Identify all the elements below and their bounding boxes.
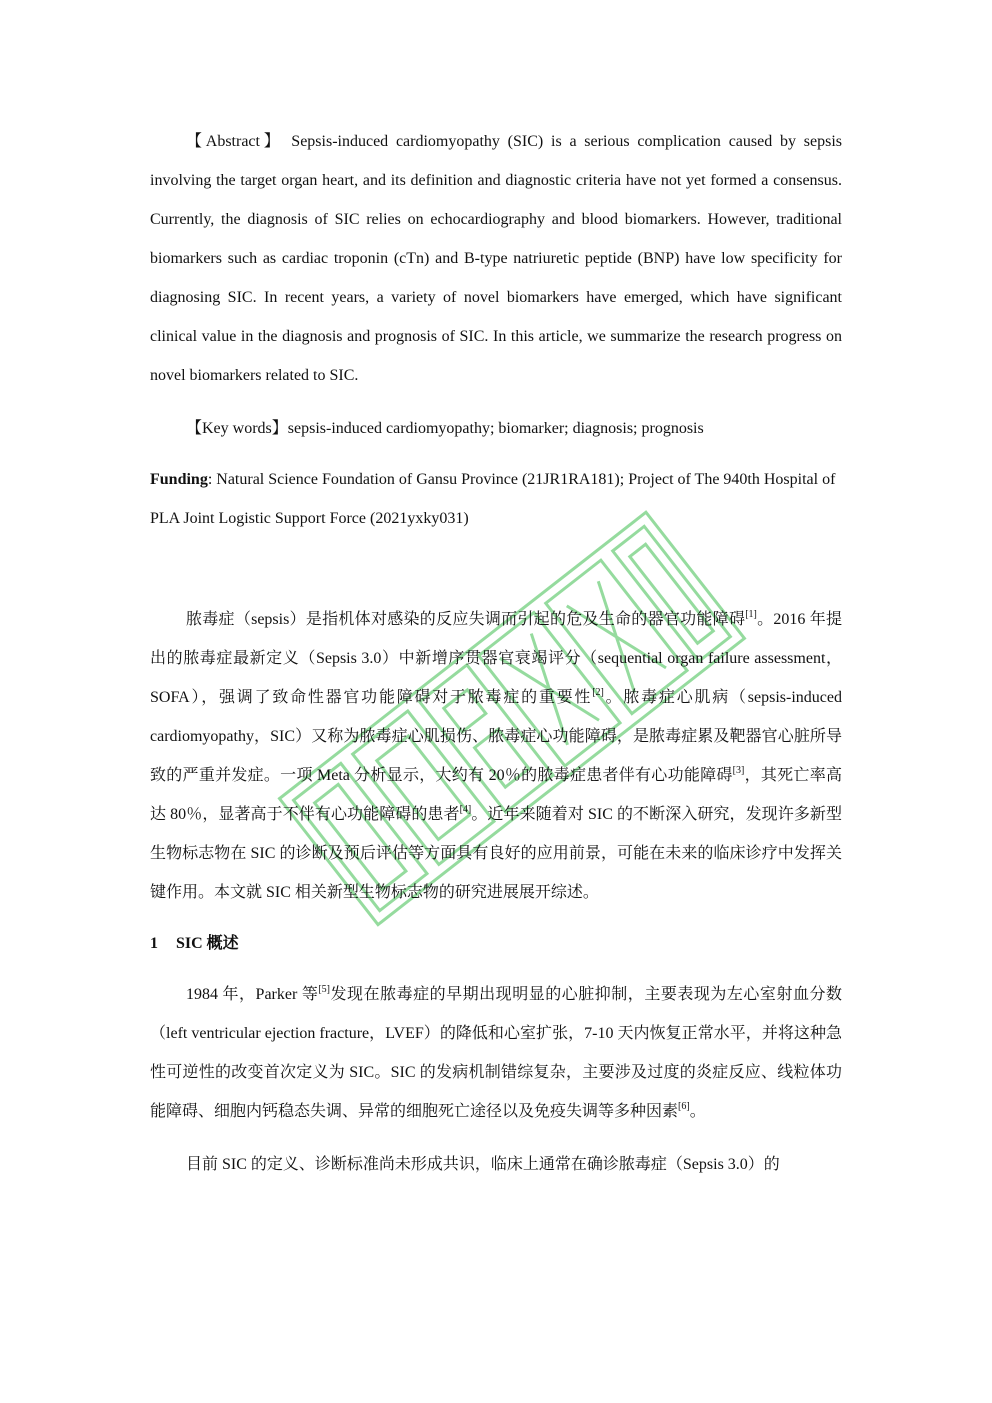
abstract-text: Sepsis-induced cardiomyopathy (SIC) is a serious complication caused by sepsis involving the target organ heart, and its definition and diagnostic criteria have not yet formed a consensus. Currently, the diagnosis of SIC relies on echocardiography and blood biomarkers. However, traditional biomarkers such as cardiac troponin (cTn) and B-type natriuretic peptide (BNP) have low specificity for diagnosing SIC. In recent years, a variety of novel biomarkers have emerged, which have significant clinical value in the diagnosis and prognosis of SIC. In this article, we summarize the research progress on novel biomarkers related to SIC.	[150, 133, 842, 384]
body-paragraph	[150, 975, 842, 1131]
citation-ref: [1]	[745, 609, 757, 620]
intro-text-4: ，其死亡率高达 80％，显著高于不伴有心功能障碍的患者	[150, 767, 842, 823]
intro-text-1: 脓毒症（sepsis）是指机体对感染的反应失调而引起的危及生命的器官功能障碍	[186, 611, 746, 628]
para3-text: 目前 SIC 的定义、诊断标准尚未形成共识，临床上通常在确诊脓毒症（Sepsis 3.0）的	[186, 1156, 780, 1173]
article-body	[150, 122, 842, 1184]
funding-text: : Natural Science Foundation of Gansu Province (21JR1RA181); Project of The 940th Hospital of PLA Joint Logistic Support Force (2021yxky031)	[150, 471, 836, 527]
citation-ref: [4]	[459, 804, 472, 815]
keywords-label: 【Key words】	[186, 420, 288, 437]
intro-text-5: 。近年来随着对 SIC 的不断深入研究，发现许多新型生物标志物在 SIC 的诊断及预后评估等方面具有良好的应用前景，可能在未来的临床诊疗中发挥关键作用。本文就 SIC 相关新型生物标志物的研究进展展开综述。	[150, 806, 842, 901]
citation-ref: [5]	[318, 984, 331, 995]
abstract-paragraph	[150, 122, 842, 395]
keywords-text: sepsis-induced cardiomyopathy; biomarker; diagnosis; prognosis	[287, 420, 704, 437]
body-paragraph	[150, 1145, 842, 1184]
para2-text-3: 。	[689, 1103, 706, 1120]
citation-ref: [3]	[732, 765, 745, 776]
intro-paragraph	[150, 600, 842, 912]
funding-paragraph	[150, 460, 842, 538]
intro-text-3: 。脓毒症心肌病（sepsis-induced cardiomyopathy，SIC）又称为脓毒症心肌损伤、脓毒症心功能障碍，是脓毒症累及靶器官心脏所导致的严重并发症。一项 Meta 分析显示，大约有 20％的脓毒症患者伴有心功能障碍	[150, 689, 842, 784]
section-heading	[150, 924, 842, 963]
intro-text-2: 。2016 年提出的脓毒症最新定义（Sepsis 3.0）中新增序贯器官衰竭评分（sequential organ failure assessment，SOFA），强调了致命性器官功能障碍对于脓毒症的重要性	[150, 611, 842, 706]
para2-text-2: 发现在脓毒症的早期出现明显的心脏抑制，主要表现为左心室射血分数（left ventricular ejection fracture，LVEF）的降低和心室扩张，7-10 天内恢复正常水平，并将这种急性可逆性的改变首次定义为 SIC。SIC 的发病机制错综复杂，主要涉及过度的炎症反应、线粒体功能障碍、细胞内钙稳态失调、异常的细胞死亡途径以及免疫失调等多种因素	[150, 986, 842, 1120]
abstract-label: 【Abstract】	[186, 133, 284, 150]
citation-ref: [6]	[678, 1101, 690, 1112]
keywords-paragraph	[150, 409, 842, 448]
para2-text-1: 1984 年，Parker 等	[186, 986, 319, 1003]
citation-ref: [2]	[592, 687, 604, 698]
section-title-text: SIC 概述	[176, 935, 239, 952]
section-number: 1	[150, 935, 158, 952]
funding-label: Funding	[150, 471, 208, 488]
